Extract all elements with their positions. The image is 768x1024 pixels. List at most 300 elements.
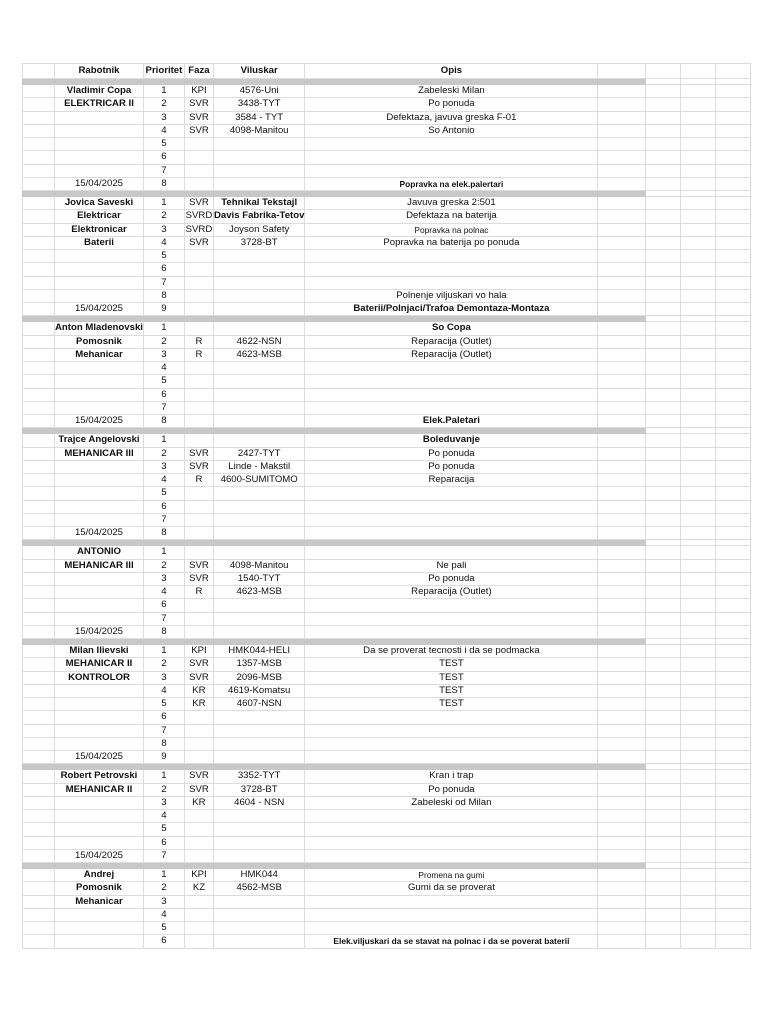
priority-cell[interactable]: 6 — [143, 935, 184, 948]
priority-cell[interactable]: 7 — [143, 612, 184, 625]
cell[interactable] — [716, 908, 751, 921]
cell[interactable] — [716, 684, 751, 697]
phase-cell[interactable]: SVR — [184, 572, 213, 585]
cell[interactable] — [23, 250, 55, 263]
description-cell[interactable]: Popravka na elek.palertari — [305, 177, 598, 190]
cell[interactable] — [23, 586, 55, 599]
date-cell[interactable]: 15/04/2025 — [55, 527, 144, 540]
description-cell[interactable]: Elek.viljuskari da se stavat na polnac i da se poverat baterii — [305, 935, 598, 948]
cell[interactable] — [716, 474, 751, 487]
header-priority[interactable]: Prioritet — [143, 64, 184, 79]
description-cell[interactable]: Javuva greska 2:501 — [305, 197, 598, 210]
worker-cell[interactable] — [55, 823, 144, 836]
forklift-cell[interactable] — [213, 527, 304, 540]
cell[interactable] — [681, 895, 716, 908]
phase-cell[interactable]: KZ — [184, 882, 213, 895]
cell[interactable] — [716, 599, 751, 612]
cell[interactable] — [23, 527, 55, 540]
cell[interactable] — [23, 276, 55, 289]
worker-cell[interactable] — [55, 908, 144, 921]
phase-cell[interactable] — [184, 138, 213, 151]
cell[interactable] — [681, 210, 716, 223]
priority-cell[interactable]: 3 — [143, 671, 184, 684]
cell[interactable] — [598, 737, 646, 750]
worker-cell[interactable] — [55, 263, 144, 276]
worker-cell[interactable]: MEHANICAR III — [55, 559, 144, 572]
description-cell[interactable] — [305, 810, 598, 823]
priority-cell[interactable]: 5 — [143, 823, 184, 836]
cell[interactable] — [646, 138, 681, 151]
cell[interactable] — [716, 303, 751, 316]
forklift-cell[interactable] — [213, 751, 304, 764]
worker-cell[interactable] — [55, 124, 144, 137]
worker-cell[interactable] — [55, 138, 144, 151]
priority-cell[interactable]: 9 — [143, 751, 184, 764]
description-cell[interactable]: Po ponuda — [305, 460, 598, 473]
cell[interactable] — [716, 935, 751, 948]
cell[interactable] — [716, 177, 751, 190]
cell[interactable] — [681, 645, 716, 658]
priority-cell[interactable]: 4 — [143, 474, 184, 487]
date-cell[interactable]: 15/04/2025 — [55, 849, 144, 862]
priority-cell[interactable]: 3 — [143, 895, 184, 908]
cell[interactable] — [23, 684, 55, 697]
cell[interactable] — [681, 836, 716, 849]
cell[interactable] — [23, 474, 55, 487]
cell[interactable] — [598, 236, 646, 249]
cell[interactable] — [23, 559, 55, 572]
description-cell[interactable] — [305, 711, 598, 724]
cell[interactable] — [681, 415, 716, 428]
cell[interactable] — [716, 151, 751, 164]
description-cell[interactable] — [305, 263, 598, 276]
forklift-cell[interactable] — [213, 546, 304, 559]
cell[interactable] — [716, 711, 751, 724]
cell[interactable] — [646, 612, 681, 625]
priority-cell[interactable]: 2 — [143, 882, 184, 895]
forklift-cell[interactable]: Joyson Safety — [213, 223, 304, 236]
forklift-cell[interactable] — [213, 303, 304, 316]
cell[interactable] — [646, 527, 681, 540]
phase-cell[interactable] — [184, 401, 213, 414]
description-cell[interactable]: TEST — [305, 684, 598, 697]
worker-cell[interactable] — [55, 388, 144, 401]
worker-cell[interactable] — [55, 922, 144, 935]
cell[interactable] — [598, 434, 646, 447]
worker-cell[interactable] — [55, 250, 144, 263]
description-cell[interactable] — [305, 513, 598, 526]
worker-cell[interactable] — [55, 500, 144, 513]
cell[interactable] — [646, 625, 681, 638]
cell[interactable] — [716, 460, 751, 473]
cell[interactable] — [716, 415, 751, 428]
phase-cell[interactable] — [184, 375, 213, 388]
cell[interactable] — [646, 559, 681, 572]
cell[interactable] — [23, 289, 55, 302]
cell[interactable] — [681, 527, 716, 540]
phase-cell[interactable]: KPI — [184, 85, 213, 98]
cell[interactable] — [716, 236, 751, 249]
cell[interactable] — [716, 513, 751, 526]
forklift-cell[interactable]: Tehnikal Tekstajl — [213, 197, 304, 210]
cell[interactable] — [646, 474, 681, 487]
forklift-cell[interactable] — [213, 612, 304, 625]
forklift-cell[interactable] — [213, 500, 304, 513]
phase-cell[interactable] — [184, 625, 213, 638]
description-cell[interactable]: Gumi da se proverat — [305, 882, 598, 895]
cell[interactable] — [598, 164, 646, 177]
cell[interactable] — [23, 210, 55, 223]
forklift-cell[interactable] — [213, 836, 304, 849]
cell[interactable] — [681, 559, 716, 572]
phase-cell[interactable]: KR — [184, 796, 213, 809]
description-cell[interactable]: Defektaza, javuva greska F-01 — [305, 111, 598, 124]
cell[interactable] — [23, 375, 55, 388]
forklift-cell[interactable] — [213, 849, 304, 862]
priority-cell[interactable]: 2 — [143, 447, 184, 460]
forklift-cell[interactable]: 4607-NSN — [213, 698, 304, 711]
cell[interactable] — [598, 559, 646, 572]
date-cell[interactable]: 15/04/2025 — [55, 303, 144, 316]
cell[interactable] — [681, 177, 716, 190]
phase-cell[interactable]: SVR — [184, 783, 213, 796]
description-cell[interactable]: Reparacija (Outlet) — [305, 586, 598, 599]
description-cell[interactable] — [305, 388, 598, 401]
cell[interactable] — [716, 586, 751, 599]
priority-cell[interactable]: 8 — [143, 177, 184, 190]
priority-cell[interactable]: 4 — [143, 684, 184, 697]
priority-cell[interactable]: 3 — [143, 348, 184, 361]
cell[interactable] — [23, 711, 55, 724]
cell[interactable] — [716, 138, 751, 151]
phase-cell[interactable] — [184, 895, 213, 908]
phase-cell[interactable] — [184, 513, 213, 526]
cell[interactable] — [681, 684, 716, 697]
cell[interactable] — [23, 223, 55, 236]
cell[interactable] — [598, 572, 646, 585]
cell[interactable] — [598, 810, 646, 823]
cell[interactable] — [23, 737, 55, 750]
description-cell[interactable]: TEST — [305, 671, 598, 684]
cell[interactable] — [646, 724, 681, 737]
cell[interactable] — [598, 263, 646, 276]
worker-cell[interactable]: Milan Ilievski — [55, 645, 144, 658]
priority-cell[interactable]: 2 — [143, 210, 184, 223]
cell[interactable] — [598, 684, 646, 697]
cell[interactable] — [681, 849, 716, 862]
description-cell[interactable]: Po ponuda — [305, 783, 598, 796]
cell[interactable] — [716, 85, 751, 98]
cell[interactable] — [716, 164, 751, 177]
description-cell[interactable] — [305, 362, 598, 375]
phase-cell[interactable] — [184, 922, 213, 935]
cell[interactable] — [598, 645, 646, 658]
cell[interactable] — [646, 823, 681, 836]
worker-cell[interactable] — [55, 151, 144, 164]
priority-cell[interactable]: 6 — [143, 836, 184, 849]
cell[interactable] — [23, 751, 55, 764]
priority-cell[interactable]: 5 — [143, 487, 184, 500]
cell[interactable] — [716, 849, 751, 862]
cell[interactable] — [646, 177, 681, 190]
worker-cell[interactable] — [55, 737, 144, 750]
cell[interactable] — [646, 322, 681, 335]
cell[interactable] — [646, 698, 681, 711]
description-cell[interactable] — [305, 823, 598, 836]
cell[interactable] — [681, 796, 716, 809]
cell[interactable] — [716, 882, 751, 895]
cell[interactable] — [23, 415, 55, 428]
cell[interactable] — [598, 625, 646, 638]
cell[interactable] — [23, 935, 55, 948]
priority-cell[interactable]: 3 — [143, 796, 184, 809]
worker-cell[interactable] — [55, 487, 144, 500]
priority-cell[interactable]: 1 — [143, 645, 184, 658]
cell[interactable] — [646, 645, 681, 658]
cell[interactable] — [716, 223, 751, 236]
phase-cell[interactable]: SVR — [184, 658, 213, 671]
cell[interactable] — [598, 415, 646, 428]
cell[interactable] — [716, 289, 751, 302]
cell[interactable] — [646, 276, 681, 289]
cell[interactable] — [681, 612, 716, 625]
forklift-cell[interactable] — [213, 513, 304, 526]
worker-cell[interactable] — [55, 401, 144, 414]
phase-cell[interactable] — [184, 908, 213, 921]
cell[interactable] — [598, 869, 646, 882]
forklift-cell[interactable]: 4623-MSB — [213, 586, 304, 599]
cell[interactable] — [716, 922, 751, 935]
forklift-cell[interactable]: 4098-Manitou — [213, 124, 304, 137]
cell[interactable] — [681, 751, 716, 764]
cell[interactable] — [681, 348, 716, 361]
forklift-cell[interactable] — [213, 922, 304, 935]
forklift-cell[interactable]: 4623-MSB — [213, 348, 304, 361]
phase-cell[interactable]: R — [184, 474, 213, 487]
cell[interactable] — [681, 935, 716, 948]
cell[interactable] — [23, 64, 55, 79]
description-cell[interactable]: Reparacija — [305, 474, 598, 487]
phase-cell[interactable] — [184, 737, 213, 750]
priority-cell[interactable]: 1 — [143, 322, 184, 335]
cell[interactable] — [646, 98, 681, 111]
phase-cell[interactable] — [184, 362, 213, 375]
cell[interactable] — [646, 236, 681, 249]
cell[interactable] — [716, 698, 751, 711]
cell[interactable] — [23, 671, 55, 684]
description-cell[interactable]: Promena na gumi — [305, 869, 598, 882]
cell[interactable] — [598, 474, 646, 487]
cell[interactable] — [646, 513, 681, 526]
worker-cell[interactable] — [55, 711, 144, 724]
cell[interactable] — [681, 111, 716, 124]
priority-cell[interactable]: 1 — [143, 197, 184, 210]
cell[interactable] — [23, 164, 55, 177]
cell[interactable] — [23, 612, 55, 625]
cell[interactable] — [23, 177, 55, 190]
cell[interactable] — [598, 276, 646, 289]
header-description[interactable]: Opis — [305, 64, 598, 79]
cell[interactable] — [23, 625, 55, 638]
cell[interactable] — [23, 849, 55, 862]
description-cell[interactable] — [305, 527, 598, 540]
cell[interactable] — [646, 684, 681, 697]
cell[interactable] — [716, 434, 751, 447]
description-cell[interactable] — [305, 375, 598, 388]
priority-cell[interactable]: 5 — [143, 250, 184, 263]
priority-cell[interactable]: 7 — [143, 513, 184, 526]
cell[interactable] — [646, 500, 681, 513]
description-cell[interactable] — [305, 625, 598, 638]
cell[interactable] — [23, 645, 55, 658]
cell[interactable] — [598, 895, 646, 908]
cell[interactable] — [716, 124, 751, 137]
cell[interactable] — [646, 737, 681, 750]
phase-cell[interactable] — [184, 500, 213, 513]
cell[interactable] — [716, 612, 751, 625]
description-cell[interactable]: Po ponuda — [305, 447, 598, 460]
cell[interactable] — [23, 322, 55, 335]
priority-cell[interactable]: 6 — [143, 599, 184, 612]
phase-cell[interactable] — [184, 434, 213, 447]
cell[interactable] — [23, 698, 55, 711]
cell[interactable] — [23, 487, 55, 500]
cell[interactable] — [681, 98, 716, 111]
cell[interactable] — [646, 572, 681, 585]
cell[interactable] — [681, 908, 716, 921]
forklift-cell[interactable]: 4562-MSB — [213, 882, 304, 895]
cell[interactable] — [716, 796, 751, 809]
description-cell[interactable] — [305, 250, 598, 263]
priority-cell[interactable]: 2 — [143, 559, 184, 572]
phase-cell[interactable]: R — [184, 348, 213, 361]
worker-cell[interactable] — [55, 935, 144, 948]
phase-cell[interactable]: SVRD — [185, 210, 213, 222]
date-cell[interactable]: 15/04/2025 — [55, 177, 144, 190]
cell[interactable] — [681, 460, 716, 473]
cell[interactable] — [23, 388, 55, 401]
phase-cell[interactable] — [184, 250, 213, 263]
cell[interactable] — [646, 796, 681, 809]
cell[interactable] — [23, 98, 55, 111]
cell[interactable] — [681, 671, 716, 684]
worker-cell[interactable] — [55, 460, 144, 473]
cell[interactable] — [646, 151, 681, 164]
date-cell[interactable]: 15/04/2025 — [55, 415, 144, 428]
description-cell[interactable] — [305, 724, 598, 737]
description-cell[interactable]: Polnenje viljuskari vo hala — [305, 289, 598, 302]
cell[interactable] — [598, 823, 646, 836]
forklift-cell[interactable] — [213, 388, 304, 401]
cell[interactable] — [598, 487, 646, 500]
cell[interactable] — [646, 882, 681, 895]
cell[interactable] — [23, 796, 55, 809]
worker-cell[interactable] — [55, 836, 144, 849]
cell[interactable] — [598, 546, 646, 559]
phase-cell[interactable] — [184, 276, 213, 289]
phase-cell[interactable] — [184, 711, 213, 724]
cell[interactable] — [716, 375, 751, 388]
priority-cell[interactable]: 2 — [143, 98, 184, 111]
cell[interactable] — [681, 737, 716, 750]
worker-cell[interactable]: Elektricar — [55, 210, 144, 223]
cell[interactable] — [681, 138, 716, 151]
cell[interactable] — [681, 289, 716, 302]
forklift-cell[interactable] — [213, 362, 304, 375]
cell[interactable] — [646, 111, 681, 124]
cell[interactable] — [23, 348, 55, 361]
worker-cell[interactable]: Elektronicar — [55, 223, 144, 236]
cell[interactable] — [716, 572, 751, 585]
phase-cell[interactable]: SVR — [184, 460, 213, 473]
cell[interactable] — [598, 447, 646, 460]
phase-cell[interactable]: SVR — [184, 559, 213, 572]
forklift-cell[interactable] — [213, 625, 304, 638]
description-cell[interactable] — [305, 151, 598, 164]
cell[interactable] — [646, 908, 681, 921]
priority-cell[interactable]: 8 — [143, 415, 184, 428]
priority-cell[interactable]: 2 — [143, 335, 184, 348]
phase-cell[interactable] — [184, 177, 213, 190]
worker-cell[interactable]: Mehanicar — [55, 895, 144, 908]
worker-cell[interactable] — [55, 572, 144, 585]
cell[interactable] — [23, 869, 55, 882]
cell[interactable] — [716, 625, 751, 638]
cell[interactable] — [681, 869, 716, 882]
cell[interactable] — [716, 527, 751, 540]
cell[interactable] — [646, 263, 681, 276]
cell[interactable] — [716, 546, 751, 559]
cell[interactable] — [681, 276, 716, 289]
forklift-cell[interactable] — [213, 737, 304, 750]
cell[interactable] — [646, 460, 681, 473]
cell[interactable] — [598, 849, 646, 862]
cell[interactable] — [681, 513, 716, 526]
cell[interactable] — [23, 908, 55, 921]
cell[interactable] — [681, 434, 716, 447]
phase-cell[interactable]: KPI — [184, 645, 213, 658]
priority-cell[interactable]: 7 — [143, 401, 184, 414]
cell[interactable] — [646, 546, 681, 559]
worker-cell[interactable]: Anton Mladenovski — [55, 322, 143, 334]
description-cell[interactable]: Boleduvanje — [305, 434, 598, 447]
cell[interactable] — [598, 882, 646, 895]
forklift-cell[interactable]: Linde - Makstil — [213, 460, 304, 473]
worker-cell[interactable] — [55, 111, 144, 124]
cell[interactable] — [598, 836, 646, 849]
cell[interactable] — [681, 164, 716, 177]
description-cell[interactable]: Zabeleski od Milan — [305, 796, 598, 809]
cell[interactable] — [646, 415, 681, 428]
cell[interactable] — [598, 98, 646, 111]
phase-cell[interactable] — [184, 527, 213, 540]
cell[interactable] — [23, 724, 55, 737]
cell[interactable] — [716, 823, 751, 836]
priority-cell[interactable]: 3 — [143, 572, 184, 585]
cell[interactable] — [23, 263, 55, 276]
cell[interactable] — [598, 751, 646, 764]
priority-cell[interactable]: 8 — [143, 625, 184, 638]
description-cell[interactable] — [305, 546, 598, 559]
priority-cell[interactable]: 6 — [143, 500, 184, 513]
cell[interactable] — [646, 289, 681, 302]
priority-cell[interactable]: 7 — [143, 276, 184, 289]
worker-cell[interactable]: ANTONIO — [55, 546, 144, 559]
cell[interactable] — [598, 658, 646, 671]
cell[interactable] — [23, 138, 55, 151]
cell[interactable] — [716, 263, 751, 276]
forklift-cell[interactable]: 3352-TYT — [213, 770, 304, 783]
